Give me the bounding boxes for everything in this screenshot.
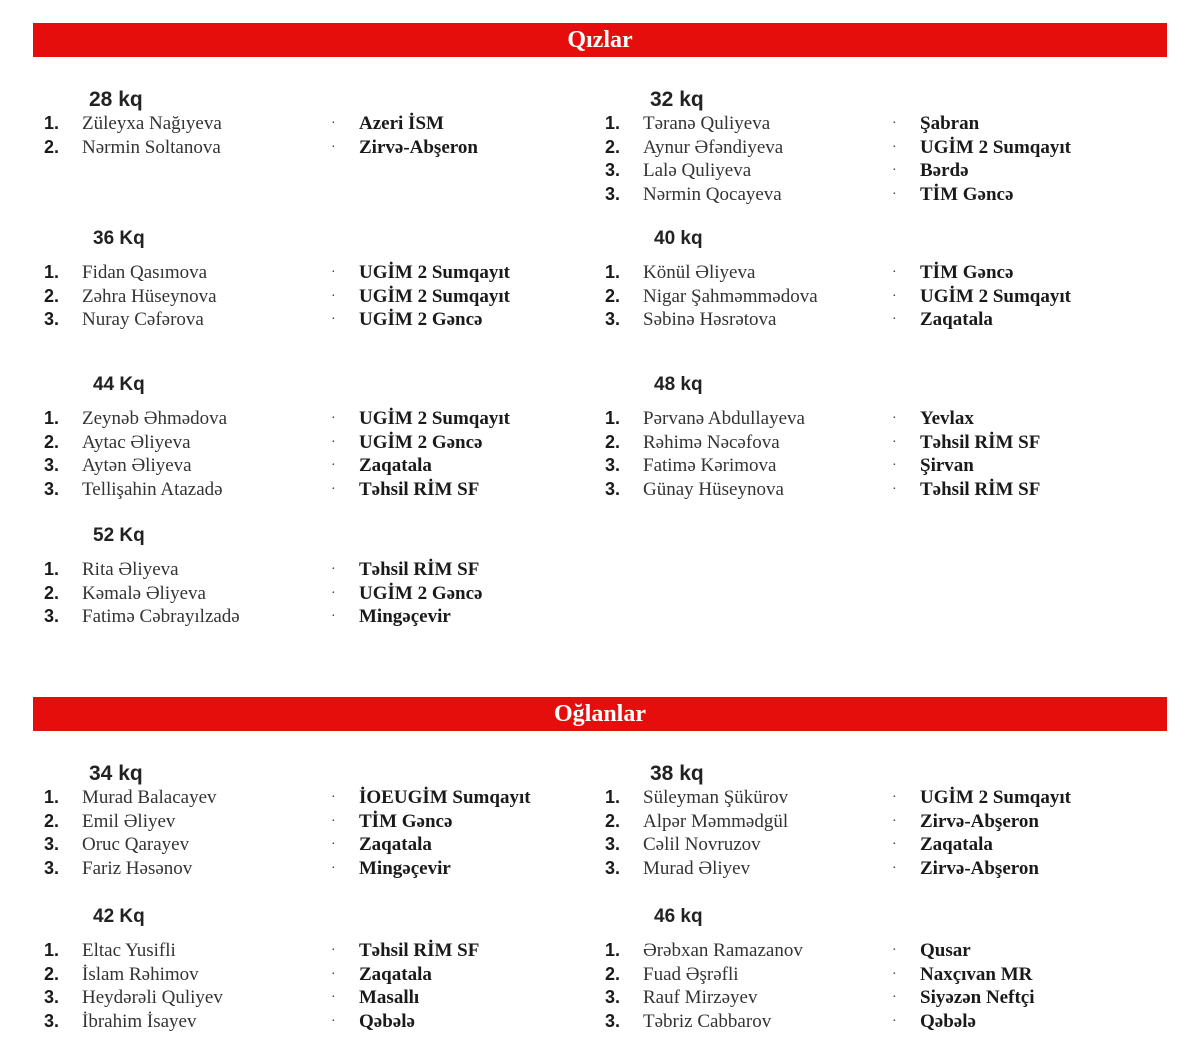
category-label: 32 kq [650,88,704,111]
result-row [44,285,604,309]
place-number: 2. [605,810,621,831]
athlete-name: Emil Əliyev [82,810,176,832]
result-row [605,963,1165,987]
club-name: Siyəzən Neftçi [920,987,1035,1008]
club-name: Mingəçevir [359,857,451,879]
athlete-name: Günay Hüseynova [643,478,784,500]
place-number: 3. [44,606,60,626]
athlete-name: Rəhimə Nəcəfova [643,431,780,453]
athlete-name: Lalə Quliyeva [643,160,752,181]
place-number: 1. [605,262,621,282]
athlete-name: Pərvanə Abdullayeva [643,408,805,429]
place-number: 1. [605,787,621,807]
bullet-icon: · [331,813,336,829]
bullet-icon: · [892,813,897,829]
place-number: 3. [605,478,621,499]
place-number: 3. [605,183,621,204]
club-name: Zaqatala [920,309,993,330]
bullet-icon: · [331,790,336,805]
place-number: 2. [44,963,60,984]
bullet-icon: · [331,481,336,497]
category-label: 34 kq [89,762,143,785]
place-number: 2. [44,285,60,306]
athlete-name: Səbinə Həsrətova [643,309,777,330]
result-row [44,939,604,963]
category-label: 44 Kq [93,374,145,395]
bullet-icon: · [892,790,897,805]
place-number: 3. [605,857,621,878]
result-row [44,963,604,987]
athlete-name: Murad Əliyev [643,857,751,879]
bullet-icon: · [892,943,897,958]
bullet-icon: · [331,990,336,1005]
bullet-icon: · [331,288,336,304]
bullet-icon: · [331,609,336,624]
club-name: Təhsil RİM SF [359,559,480,580]
athlete-name: Zəhra Hüseynova [82,285,217,307]
weight-category [44,88,604,159]
place-number: 1. [605,940,621,960]
place-number: 3. [44,1010,60,1031]
club-name: Zaqatala [359,455,432,476]
place-number: 3. [605,1010,621,1031]
weight-category [44,524,604,629]
athlete-name: İbrahim İsayev [82,1010,197,1032]
club-name: UGİM 2 Sumqayıt [920,787,1071,808]
place-number: 3. [44,478,60,499]
athlete-name: Nərmin Qocayeva [643,183,782,205]
club-name: TİM Gəncə [359,810,453,832]
weight-category [605,762,1165,880]
athlete-name: Nigar Şahməmmədova [643,285,818,307]
athlete-name: Fuad Əşrəfli [643,963,739,985]
weight-category [605,88,1165,206]
result-row [605,1010,1165,1034]
place-number: 2. [44,582,60,603]
bullet-icon: · [892,434,897,450]
athlete-name: İslam Rəhimov [82,963,199,985]
weight-category [44,373,604,501]
athlete-name: Təranə Quliyeva [643,113,771,134]
result-row [605,112,1165,136]
place-number: 1. [44,113,60,133]
place-number: 1. [44,787,60,807]
club-name: Zirvə-Abşeron [920,810,1039,832]
bullet-icon: · [892,1013,897,1029]
club-name: Təhsil RİM SF [359,940,480,961]
athlete-name: Heydərəli Quliyev [82,987,223,1008]
bullet-icon: · [892,458,897,473]
category-label: 46 kq [654,906,703,927]
club-name: UGİM 2 Sumqayıt [920,136,1071,158]
bullet-icon: · [892,186,897,202]
club-name: Mingəçevir [359,606,451,627]
club-name: Şirvan [920,455,974,476]
result-row [44,605,604,629]
athlete-name: Fidan Qasımova [82,262,208,283]
result-row [605,431,1165,455]
place-number: 2. [605,136,621,157]
club-name: Qəbələ [359,1010,415,1032]
result-row [44,308,604,332]
bullet-icon: · [892,990,897,1005]
athlete-name: Rauf Mirzəyev [643,987,758,1008]
place-number: 3. [605,987,621,1007]
bullet-icon: · [331,562,336,577]
place-number: 3. [44,455,60,475]
club-name: UGİM 2 Gəncə [359,582,483,604]
bullet-icon: · [331,411,336,426]
result-row [605,454,1165,478]
result-row [44,112,604,136]
category-label: 36 Kq [93,228,145,249]
result-row [605,833,1165,857]
result-row [605,183,1165,207]
result-row [605,308,1165,332]
club-name: Zaqatala [359,963,432,985]
place-number: 3. [44,309,60,329]
result-row [44,454,604,478]
club-name: Təhsil RİM SF [920,478,1041,500]
result-row [44,786,604,810]
club-name: Təhsil RİM SF [920,431,1041,453]
weight-category [44,227,604,332]
place-number: 3. [44,987,60,1007]
result-row [44,431,604,455]
place-number: 2. [605,431,621,452]
result-row [44,857,604,881]
club-name: Bərdə [920,160,969,181]
athlete-name: Eltac Yusifli [82,940,176,961]
athlete-name: Nuray Cəfərova [82,309,204,330]
club-name: Zirvə-Abşeron [359,136,478,158]
bullet-icon: · [331,434,336,450]
place-number: 3. [44,857,60,878]
category-label: 52 Kq [93,525,145,546]
bullet-icon: · [331,312,336,327]
place-number: 1. [44,940,60,960]
bullet-icon: · [331,860,336,876]
result-row [605,407,1165,431]
place-number: 1. [44,408,60,428]
category-label: 28 kq [89,88,143,111]
bullet-icon: · [892,411,897,426]
club-name: Zaqatala [920,834,993,855]
bullet-icon: · [331,1013,336,1029]
athlete-name: Murad Balacayev [82,787,217,808]
bullet-icon: · [331,265,336,280]
bullet-icon: · [331,837,336,852]
place-number: 3. [44,834,60,854]
bullet-icon: · [892,837,897,852]
category-label: 48 kq [654,374,703,395]
club-name: TİM Gəncə [920,183,1014,205]
weight-category [605,227,1165,332]
category-label: 42 Kq [93,906,145,927]
athlete-name: Rita Əliyeva [82,559,179,580]
result-row [44,582,604,606]
place-number: 2. [44,431,60,452]
place-number: 3. [605,160,621,180]
result-row [605,857,1165,881]
result-row [44,833,604,857]
club-name: Naxçıvan MR [920,963,1033,985]
athlete-name: Aytən Əliyeva [82,455,192,476]
club-name: Azeri İSM [359,113,444,134]
club-name: İOEUGİM Sumqayıt [359,787,531,808]
result-row [605,261,1165,285]
club-name: Təhsil RİM SF [359,478,480,500]
place-number: 1. [44,262,60,282]
club-name: Masallı [359,987,420,1008]
club-name: Zaqatala [359,834,432,855]
result-row [44,1010,604,1034]
athlete-name: Fatimə Kərimova [643,455,777,476]
place-number: 1. [44,559,60,579]
bullet-icon: · [892,312,897,327]
place-number: 3. [605,309,621,329]
place-number: 2. [44,810,60,831]
athlete-name: Alpər Məmmədgül [643,810,789,832]
athlete-name: Cəlil Novruzov [643,834,761,855]
bullet-icon: · [331,139,336,155]
club-name: Qəbələ [920,1010,976,1032]
result-row [605,986,1165,1010]
place-number: 3. [605,834,621,854]
club-name: UGİM 2 Sumqayıt [359,285,510,307]
athlete-name: Zeynəb Əhmədova [82,408,228,429]
section-header-boys: Oğlanlar [33,697,1167,731]
athlete-name: Süleyman Şükürov [643,787,789,808]
result-row [44,136,604,160]
bullet-icon: · [892,288,897,304]
athlete-name: Nərmin Soltanova [82,136,221,158]
athlete-name: Fariz Həsənov [82,857,193,879]
bullet-icon: · [331,458,336,473]
place-number: 2. [605,963,621,984]
place-number: 3. [605,455,621,475]
place-number: 1. [605,113,621,133]
athlete-name: Fatimə Cəbrayılzadə [82,606,240,627]
result-row [44,407,604,431]
club-name: TİM Gəncə [920,262,1014,283]
club-name: UGİM 2 Gəncə [359,309,483,330]
club-name: UGİM 2 Sumqayıt [359,408,510,429]
place-number: 2. [44,136,60,157]
category-label: 40 kq [654,228,703,249]
athlete-name: Tellişahin Atazadə [82,478,223,500]
result-row [44,478,604,502]
weight-category [605,905,1165,1033]
result-row [605,939,1165,963]
result-row [605,478,1165,502]
bullet-icon: · [892,139,897,155]
club-name: Yevlax [920,408,974,429]
club-name: UGİM 2 Gəncə [359,431,483,453]
weight-category [44,905,604,1033]
bullet-icon: · [331,943,336,958]
weight-category [605,373,1165,501]
bullet-icon: · [892,163,897,178]
section-header-girls: Qızlar [33,23,1167,57]
club-name: Şabran [920,113,980,134]
athlete-name: Züleyxa Nağıyeva [82,113,222,134]
club-name: Qusar [920,940,971,961]
result-row [44,261,604,285]
club-name: Zirvə-Abşeron [920,857,1039,879]
club-name: UGİM 2 Sumqayıt [359,262,510,283]
category-label: 38 kq [650,762,704,785]
result-row [44,810,604,834]
result-row [44,558,604,582]
athlete-name: Aynur Əfəndiyeva [643,136,784,158]
bullet-icon: · [892,265,897,280]
bullet-icon: · [892,966,897,982]
weight-category [44,762,604,880]
place-number: 1. [605,408,621,428]
athlete-name: Kəmalə Əliyeva [82,582,206,604]
place-number: 2. [605,285,621,306]
result-row [605,810,1165,834]
bullet-icon: · [331,966,336,982]
result-row [605,786,1165,810]
result-row [605,159,1165,183]
result-row [605,136,1165,160]
athlete-name: Təbriz Cabbarov [643,1010,772,1032]
bullet-icon: · [892,481,897,497]
athlete-name: Oruc Qarayev [82,834,190,855]
bullet-icon: · [331,585,336,601]
result-row [44,986,604,1010]
bullet-icon: · [892,116,897,131]
club-name: UGİM 2 Sumqayıt [920,285,1071,307]
bullet-icon: · [331,116,336,131]
athlete-name: Könül Əliyeva [643,262,756,283]
bullet-icon: · [892,860,897,876]
result-row [605,285,1165,309]
athlete-name: Aytac Əliyeva [82,431,191,453]
athlete-name: Ərəbxan Ramazanov [643,940,803,961]
